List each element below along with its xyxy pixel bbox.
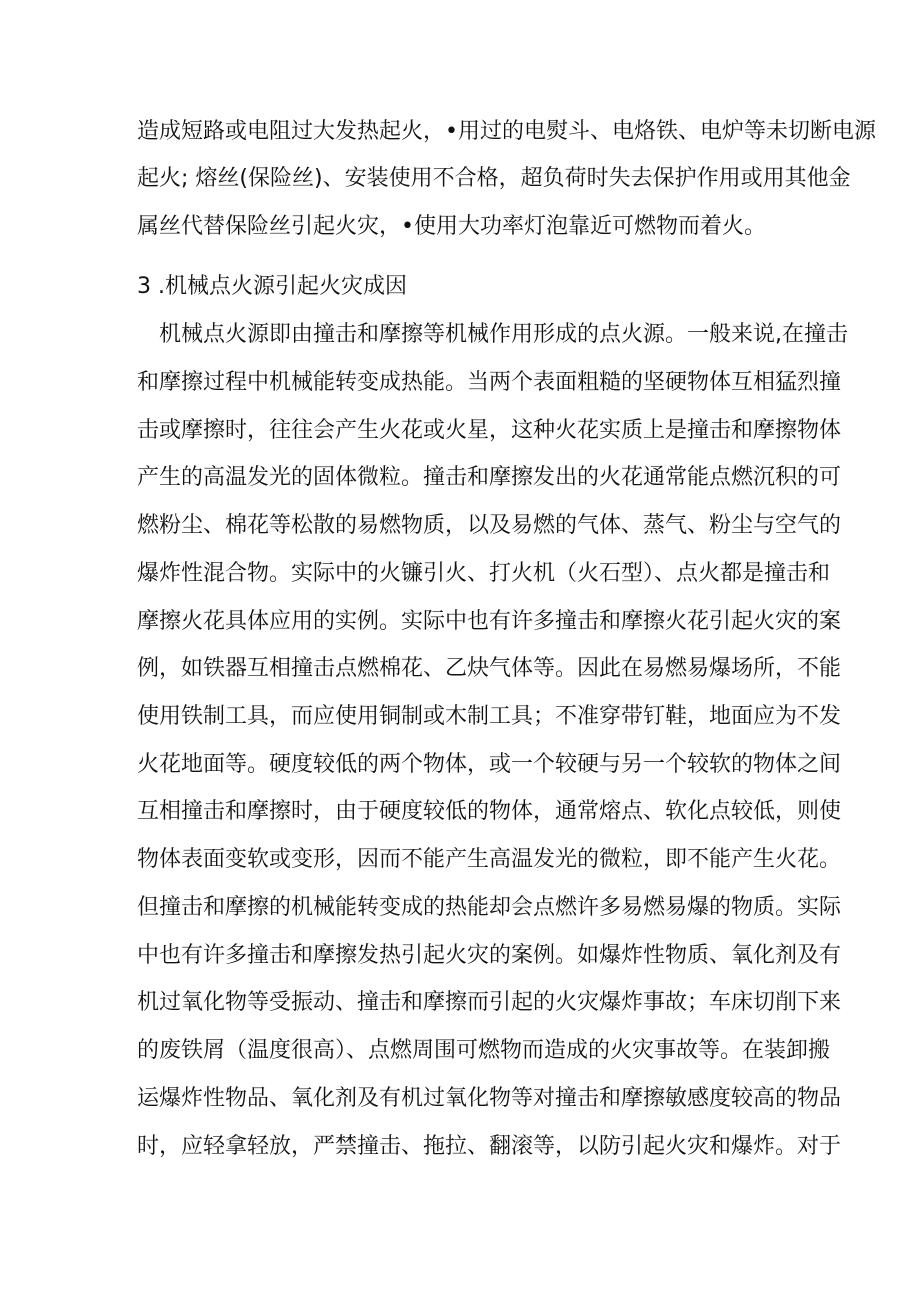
- paragraph-line: 产生的高温发光的固体微粒。撞击和摩擦发出的火花通常能点燃沉积的可: [137, 465, 842, 490]
- paragraph-line: 火花地面等。硬度较低的两个物体，或一个较硬与另一个较软的物体之间: [137, 752, 842, 777]
- paragraph-line: 造成短路或电阻过大发热起火，•用过的电熨斗、电烙铁、电炉等未切断电源: [137, 119, 876, 144]
- paragraph-line: 机过氧化物等受振动、撞击和摩擦而引起的火灾爆炸事故；车床切削下来: [137, 990, 842, 1015]
- paragraph-line: 物体表面变软或变形，因而不能产生高温发光的微粒，即不能产生火花。: [137, 847, 842, 872]
- section-heading: 3 .机械点火源引起火灾成因: [137, 274, 407, 299]
- paragraph-line: 中也有许多撞击和摩擦发热引起火灾的案例。如爆炸性物质、氧化剂及有: [137, 943, 842, 968]
- paragraph-line: 机械点火源即由撞击和摩擦等机械作用形成的点火源。一般来说,在撞击: [159, 322, 848, 347]
- paragraph-line: 爆炸性混合物。实际中的火镰引火、打火机（火石型）、点火都是撞击和: [137, 561, 831, 586]
- paragraph-line: 例，如铁器互相撞击点燃棉花、乙炔气体等。因此在易燃易爆场所，不能: [137, 656, 842, 681]
- paragraph-line: 运爆炸性物品、氧化剂及有机过氧化物等对撞击和摩擦敏感度较高的物品: [137, 1086, 842, 1111]
- paragraph-line: 燃粉尘、棉花等松散的易燃物质，以及易燃的气体、蒸气、粉尘与空气的: [137, 513, 842, 538]
- paragraph-line: 时，应轻拿轻放，严禁撞击、拖拉、翻滚等，以防引起火灾和爆炸。对于: [137, 1134, 842, 1159]
- paragraph-line: 互相撞击和摩擦时，由于硬度较低的物体，通常熔点、软化点较低，则使: [137, 799, 842, 824]
- paragraph-line: 击或摩擦时，往往会产生火花或火星，这种火花实质上是撞击和摩擦物体: [137, 418, 842, 443]
- paragraph-line: 和摩擦过程中机械能转变成热能。当两个表面粗糙的坚硬物体互相猛烈撞: [137, 370, 842, 395]
- paragraph-line: 属丝代替保险丝引起火灾，•使用大功率灯泡靠近可燃物而着火。: [137, 214, 766, 239]
- paragraph-line: 但撞击和摩擦的机械能转变成的热能却会点燃许多易燃易爆的物质。实际: [137, 895, 842, 920]
- paragraph-line: 的废铁屑（温度很高）、点燃周围可燃物而造成的火灾事故等。在装卸搬: [137, 1038, 831, 1063]
- paragraph-line: 起火; 熔丝(保险丝)、安装使用不合格，超负荷时失去保护作用或用其他金: [137, 166, 851, 191]
- paragraph-line: 使用铁制工具，而应使用铜制或木制工具；不准穿带钉鞋，地面应为不发: [137, 704, 842, 729]
- paragraph-line: 摩擦火花具体应用的实例。实际中也有许多撞击和摩擦火花引起火灾的案: [137, 609, 842, 634]
